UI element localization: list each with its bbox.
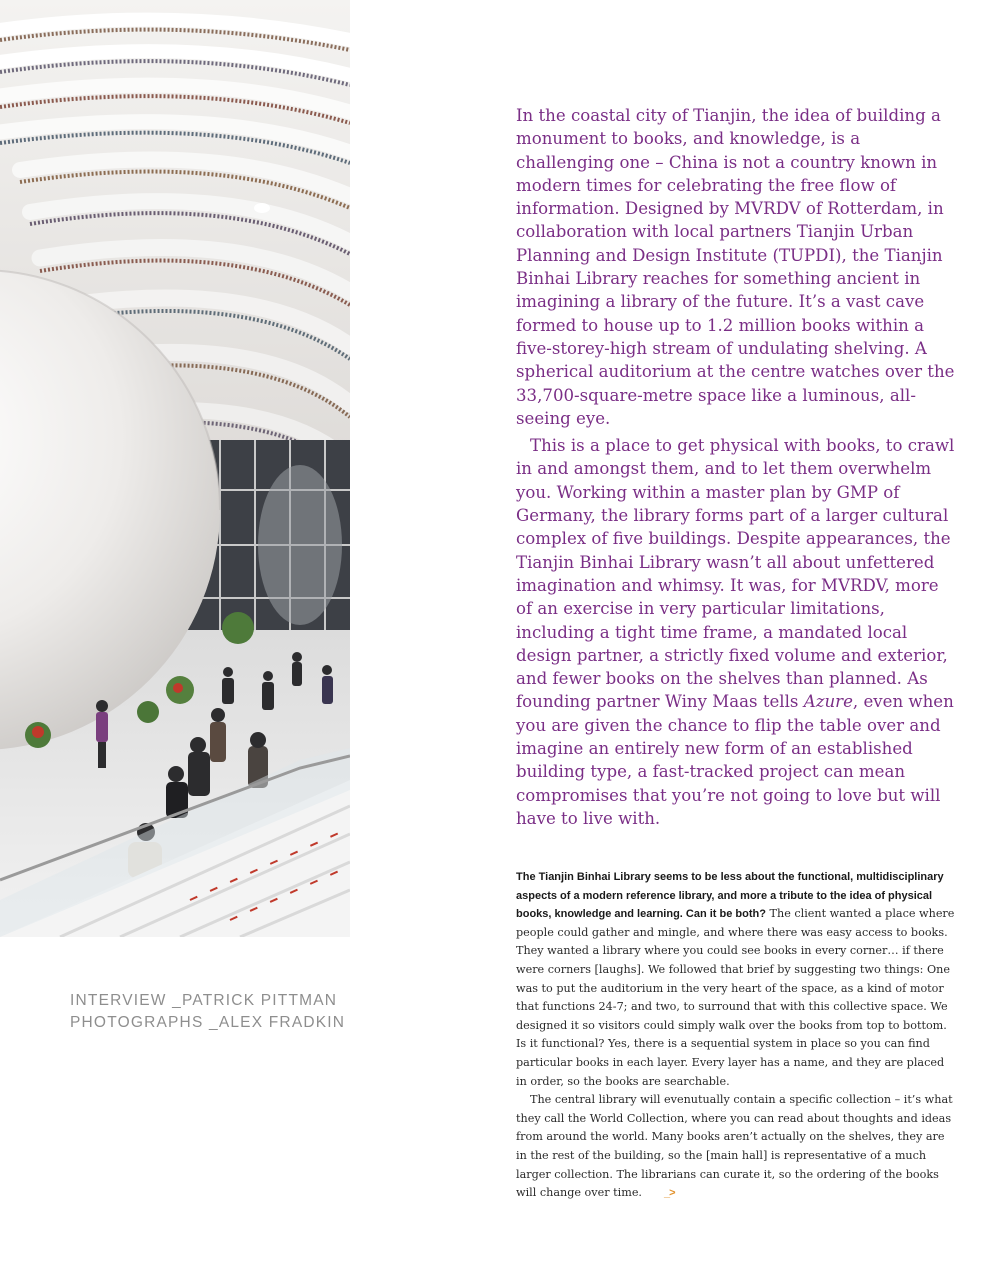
interview-paragraph-1 [516, 868, 958, 1091]
interview-answer: The client wanted a place where people could gather and mingle, and where there was easy access to books. They wanted a library where you could see books in every corner… if there were corners [laughs]. We followed that brief by suggesting two things: One was to put the auditorium in the very heart of the space, as a kind of motor that functions 24-7; and two, to surround that with this collective space. We designed it so visitors could simply walk over the books from top to bottom. Is it functional? Yes, there is a sequential system in place so you can find particular books in each layer. Every layer has a name, and they are placed in order, so the books are searchable. [516, 907, 955, 1088]
lead-paragraph-2-before: This is a place to get physical with books, to crawl in and amongst them, and to let them overwhelm you. Working within a master plan by GMP of Germany, the library forms part of a larger cultural complex of five buildings. Despite appearances, the Tianjin Binhai Library wasn’t all about unfettered imagination and whimsy. It was, for MVRDV, more of an exercise in very particular limitations, including a tight time frame, a mandated local design partner, a strictly fixed volume and exterior, and fewer books on the shelves than planned. As founding partner Winy Maas tells [516, 436, 955, 712]
article-lead [516, 104, 956, 834]
interview-credit: INTERVIEW _PATRICK PITTMAN [70, 992, 338, 1009]
continued-arrow-icon: _> [664, 1187, 675, 1200]
lead-paragraph-2-after: , even when you are given the chance to flip the table over and imagine an entirely new form of an established building type, a fast-tracked project can mean compromises that you’re not going to love but will have to live with. [516, 692, 954, 828]
library-photo-illustration [0, 0, 350, 937]
library-photo [0, 0, 350, 937]
interview-question: The Tianjin Binhai Library seems to be less about the functional, multidisciplinary aspects of a modern reference library, and more a tribute to the idea of physical books, knowledge and learning. Can it be both? [516, 871, 944, 921]
interview-paragraph-2 [516, 1091, 958, 1203]
lead-paragraph-1: In the coastal city of Tianjin, the idea of building a monument to books, and knowledge, is a challenging one – China is not a country known in modern times for celebrating the free flow of information. Designed by MVRDV of Rotterdam, in collaboration with local partners Tianjin Urban Planning and Design Institute (TUPDI), the Tianjin Binhai Library reaches for something ancient in imagining a library of the future. It’s a vast cave formed to house up to 1.2 million books within a five-storey-high stream of undulating shelving. A spherical auditorium at the centre watches over the 33,700-square-metre space like a luminous, all-seeing eye. [516, 106, 955, 428]
article-credits [70, 990, 350, 1034]
photographs-credit: PHOTOGRAPHS _ALEX FRADKIN [70, 1014, 346, 1031]
interview-answer-continued: The central library will evenutually contain a specific collection – it’s what they call the World Collection, where you can read about thoughts and ideas from around the world. Many books aren’t actually on the shelves, they are in the rest of the building, so the [main hall] is representative of a much larger collection. The librarians can curate it, so the ordering of the books will change over time. [516, 1093, 953, 1200]
interview-body [516, 868, 958, 1203]
magazine-name: Azure [803, 692, 853, 712]
lead-paragraph-2 [516, 434, 956, 830]
